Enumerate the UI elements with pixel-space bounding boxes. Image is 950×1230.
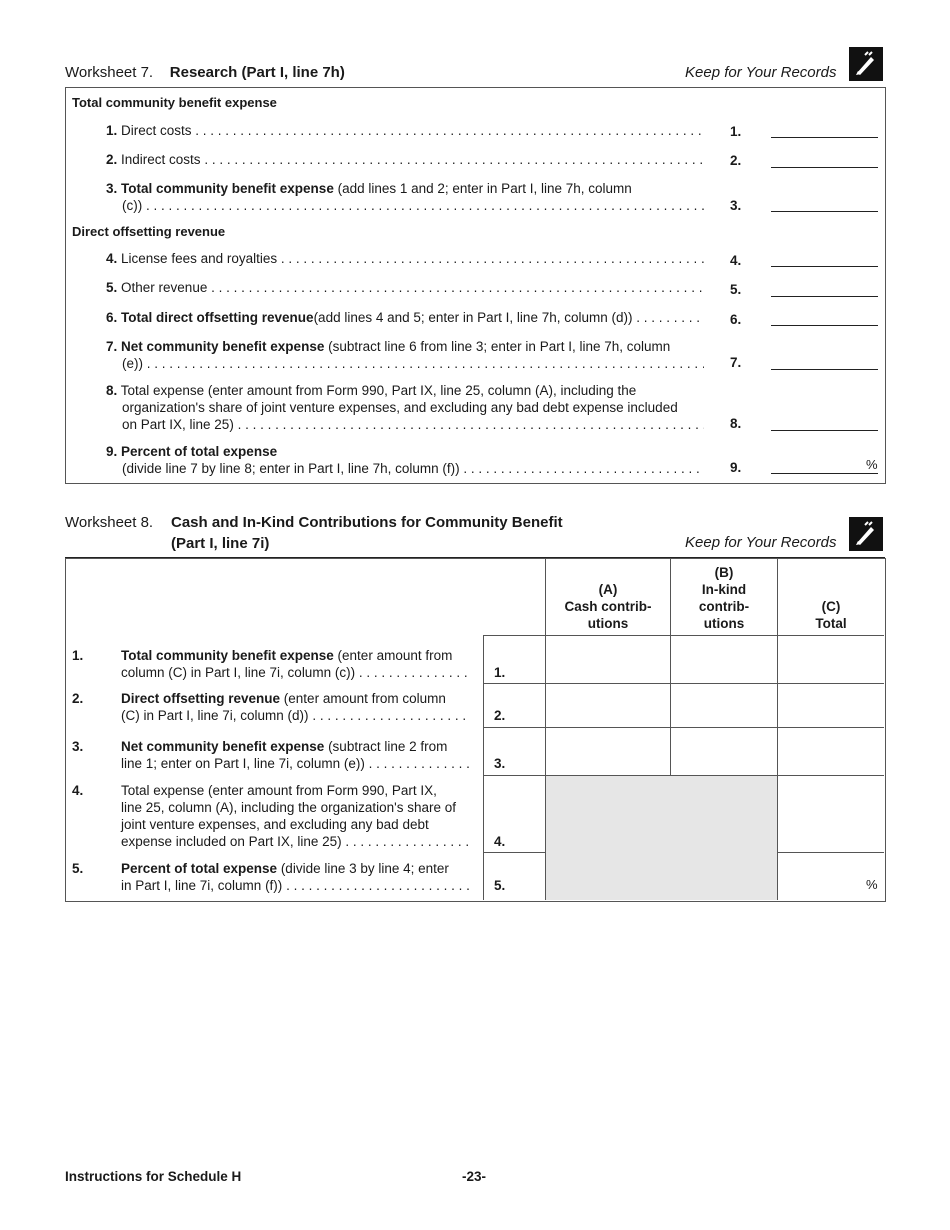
ws7-line-1: 1. Direct costs . . . <box>106 122 704 139</box>
cell-1b[interactable] <box>671 636 777 683</box>
ws7-line-8-cont1: organization's share of joint venture expenses, and excluding any bad debt expense included <box>122 400 678 415</box>
cell-2b[interactable] <box>671 684 777 727</box>
section-offsetting-revenue: Direct offsetting revenue <box>72 224 226 239</box>
col-b-header: (B) In-kind contrib- utions <box>698 565 750 631</box>
ws7-ref-2: 2. <box>730 153 742 168</box>
cell-3c[interactable] <box>778 728 884 775</box>
ws8-row-1-num: 1. <box>72 648 84 663</box>
cell-4c[interactable] <box>778 776 884 852</box>
ws7-line-5: 5. Other revenue . . . <box>106 279 704 296</box>
ws7-line-3: 3. Total community benefit expense (add lines 1 and 2; enter in Part I, line 7h, column <box>106 181 632 196</box>
ws7-line-7: 7. Net community benefit expense (subtract line 6 from line 3; enter in Part I, line 7h, column <box>106 339 671 354</box>
ws8-row-3-text: Net community benefit expense (subtract line 2 from <box>121 739 448 754</box>
shaded-cells <box>546 776 777 900</box>
ws7-ref-8: 8. <box>730 416 742 431</box>
col-c-header: (C) Total <box>815 599 847 631</box>
cell-5c[interactable] <box>778 853 864 900</box>
worksheet7-heading: Research (Part I, line 7h) <box>169 64 345 81</box>
worksheet8-heading-sub: (Part I, line 7i) <box>171 535 270 552</box>
pencil-icon <box>849 47 883 81</box>
ws7-line-6: 6. Total direct offsetting revenue (add lines 4 and 5; enter in Part I, line 7h, column (d)) . . . <box>106 309 704 326</box>
ws8-percent-sign: % <box>866 877 878 892</box>
ws8-row-2-text: Direct offsetting revenue (enter amount from column <box>121 691 446 706</box>
ws8-row-4-cont: expense included on Part IX, line 25) . . . <box>121 833 469 850</box>
ws8-row-3-num: 3. <box>72 739 84 754</box>
ws8-row-1-cont: column (C) in Part I, line 7i, column (c)) . . . <box>121 664 469 681</box>
ws8-row-1-text: Total community benefit expense (enter amount from <box>121 648 453 663</box>
worksheet8-title <box>65 514 153 531</box>
cell-1c[interactable] <box>778 636 884 683</box>
page-number: -23- <box>462 1169 487 1184</box>
cell-3b[interactable] <box>671 728 777 775</box>
ws8-row-4-text: Total expense (enter amount from Form 990, Part IX, line 25, column (A), including the organization's share of joint venture expenses, and excluding any bad debt <box>121 783 457 832</box>
ws7-line-3-cont: (c)) . . . <box>122 197 704 214</box>
ws8-ref-3: 3. <box>494 756 506 771</box>
ws8-row-5-cont: in Part I, line 7i, column (f)) . . . <box>121 877 469 894</box>
ws7-ref-3: 3. <box>730 198 742 213</box>
ws8-row-2-num: 2. <box>72 691 84 706</box>
ws7-input-3[interactable] <box>771 211 878 212</box>
ws8-ref-5: 5. <box>494 878 506 893</box>
ws7-input-4[interactable] <box>771 266 878 267</box>
cell-3a[interactable] <box>546 728 670 775</box>
cell-2a[interactable] <box>546 684 670 727</box>
ws7-ref-9: 9. <box>730 460 742 475</box>
ws7-line-2: 2. Indirect costs . . . <box>106 151 704 168</box>
ws7-line-8: 8. Total expense (enter amount from Form 990, Part IX, line 25, column (A), including the <box>106 383 637 398</box>
ws7-line-4: 4. License fees and royalties . . . <box>106 250 704 267</box>
ws7-input-8[interactable] <box>771 430 878 431</box>
ws7-ref-1: 1. <box>730 124 742 139</box>
worksheet8-heading: Cash and In-Kind Contributions for Community Benefit <box>171 514 563 531</box>
ws7-percent-sign: % <box>866 457 878 472</box>
row-line-4-ref <box>483 852 545 853</box>
ws7-ref-6: 6. <box>730 312 742 327</box>
worksheet8-label: Worksheet 8. <box>65 514 154 531</box>
section-total-expense: Total community benefit expense <box>72 95 277 110</box>
ws8-row-5-text: Percent of total expense (divide line 3 by line 4; enter <box>121 861 449 876</box>
worksheet7-title <box>65 64 345 81</box>
ws7-ref-5: 5. <box>730 282 742 297</box>
ref-col-divider <box>483 635 484 900</box>
keep-records-note: Keep for Your Records <box>685 64 837 81</box>
ws7-line-9-cont: (divide line 7 by line 8; enter in Part I, line 7h, column (f)) . . . <box>122 460 704 477</box>
pencil-icon <box>849 517 883 551</box>
footer-title: Instructions for Schedule H <box>65 1169 242 1184</box>
ws8-row-3-cont: line 1; enter on Part I, line 7i, column (e)) . . . <box>121 755 469 772</box>
ws8-row-4-num: 4. <box>72 783 84 798</box>
ws8-row-5-num: 5. <box>72 861 84 876</box>
keep-records-note-2: Keep for Your Records <box>685 534 837 551</box>
ws7-input-5[interactable] <box>771 296 878 297</box>
ws7-input-7[interactable] <box>771 369 878 370</box>
ws7-line-7-cont: (e)) . . . <box>122 355 704 372</box>
worksheet7-label: Worksheet 7. <box>65 64 154 81</box>
ws7-ref-7: 7. <box>730 355 742 370</box>
ws7-input-1[interactable] <box>771 137 878 138</box>
ws7-input-9[interactable] <box>771 473 878 474</box>
cell-2c[interactable] <box>778 684 884 727</box>
ws7-input-6[interactable] <box>771 325 878 326</box>
col-a-header: (A) Cash contrib- utions <box>564 582 652 631</box>
ws8-row-2-cont: (C) in Part I, line 7i, column (d)) . . . <box>121 707 469 724</box>
ws8-ref-2: 2. <box>494 708 506 723</box>
ws8-ref-1: 1. <box>494 665 506 680</box>
ws7-input-2[interactable] <box>771 167 878 168</box>
ws7-line-8-cont2: on Part IX, line 25) . . . <box>122 416 704 433</box>
ws7-line-9: 9. Percent of total expense <box>106 444 278 459</box>
ws7-ref-4: 4. <box>730 253 742 268</box>
ws8-ref-4: 4. <box>494 834 506 849</box>
cell-1a[interactable] <box>546 636 670 683</box>
